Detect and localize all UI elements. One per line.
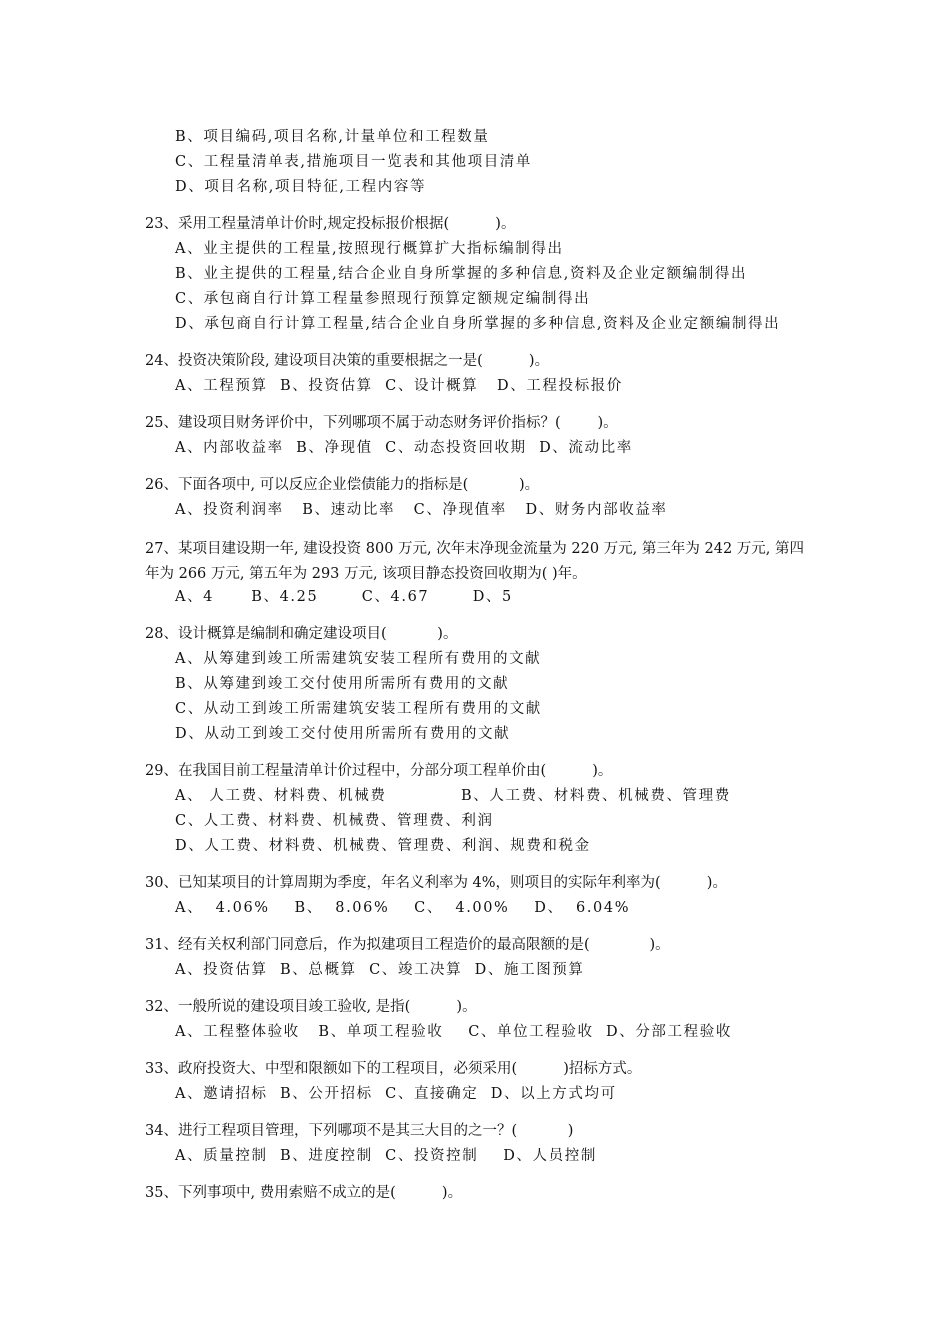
answer-options: C、人工费、材料费、机械费、管理费、利润: [175, 813, 494, 829]
question-stem: 34、进行工程项目管理，下列哪项不是其三大目的之一？( ): [145, 1123, 574, 1139]
answer-options: D、项目名称,项目特征,工程内容等: [175, 179, 427, 195]
question-stem: 28、设计概算是编制和确定建设项目( )。: [145, 626, 458, 642]
answer-options: A、投资估算 B、总概算 C、竣工决算 D、施工图预算: [175, 962, 585, 978]
answer-options: A、工程整体验收 B、单项工程验收 C、单位工程验收 D、分部工程验收: [175, 1024, 732, 1040]
question-stem: 29、在我国目前工程量清单计价过程中，分部分项工程单价由( )。: [145, 763, 613, 779]
answer-options: A、 人工费、材料费、机械费 B、人工费、材料费、机械费、管理费: [175, 788, 731, 804]
question-stem: 32、一般所说的建设项目竣工验收, 是指( )。: [145, 999, 477, 1015]
answer-options: B、项目编码,项目名称,计量单位和工程数量: [175, 129, 490, 145]
question-stem: 23、采用工程量清单计价时,规定投标报价根据( )。: [145, 216, 516, 232]
answer-options: A、4 B、4.25 C、4.67 D、5: [175, 589, 513, 605]
question-stem: 33、政府投资大、中型和限额如下的工程项目，必须采用( )招标方式。: [145, 1061, 642, 1077]
answer-options: A、从筹建到竣工所需建筑安装工程所有费用的文献: [175, 651, 542, 667]
answer-options: D、人工费、材料费、机械费、管理费、利润、规费和税金: [175, 838, 591, 854]
question-stem: 35、下列事项中, 费用索赔不成立的是( )。: [145, 1185, 463, 1201]
answer-options: C、承包商自行计算工程量参照现行预算定额规定编制得出: [175, 291, 591, 307]
answer-options: D、承包商自行计算工程量,结合企业自身所掌握的多种信息,资料及企业定额编制得出: [175, 316, 781, 332]
answer-options: A、工程预算 B、投资估算 C、设计概算 D、工程投标报价: [175, 378, 623, 394]
answer-options: A、 4.06% B、 8.06% C、 4.00% D、 6.04%: [175, 900, 631, 916]
answer-options: C、工程量清单表,措施项目一览表和其他项目清单: [175, 154, 533, 170]
answer-options: B、从筹建到竣工交付使用所需所有费用的文献: [175, 676, 510, 692]
question-27: 27、某项目建设期一年, 建设投资 800 万元, 次年末净现金流量为 220 万元, 第三年为 242 万元, 第四年为 266 万元, 第五年为 293 万元, 该项目静态投资回收期为( )年。: [145, 541, 805, 582]
answer-options: A、质量控制 B、进度控制 C、投资控制 D、人员控制: [175, 1148, 597, 1164]
question-stem: 25、建设项目财务评价中，下列哪项不属于动态财务评价指标？( )。: [145, 415, 618, 431]
question-stem: 24、投资决策阶段, 建设项目决策的重要根据之一是( )。: [145, 353, 550, 369]
answer-options: A、业主提供的工程量,按照现行概算扩大指标编制得出: [175, 241, 564, 257]
answer-options: D、从动工到竣工交付使用所需所有费用的文献: [175, 726, 511, 742]
answer-options: B、业主提供的工程量,结合企业自身所掌握的多种信息,资料及企业定额编制得出: [175, 266, 748, 282]
answer-options: C、从动工到竣工所需建筑安装工程所有费用的文献: [175, 701, 542, 717]
answer-options: A、内部收益率 B、净现值 C、动态投资回收期 D、流动比率: [175, 440, 633, 456]
answer-options: A、邀请招标 B、公开招标 C、直接确定 D、以上方式均可: [175, 1086, 617, 1102]
question-stem: 30、已知某项目的计算周期为季度，年名义利率为 4%，则项目的实际年利率为( )。: [145, 875, 727, 891]
answer-options: A、投资利润率 B、速动比率 C、净现值率 D、财务内部收益率: [175, 502, 668, 518]
question-stem: 26、下面各项中, 可以反应企业偿债能力的指标是( )。: [145, 477, 540, 493]
question-stem: 31、经有关权利部门同意后，作为拟建项目工程造价的最高限额的是( )。: [145, 937, 670, 953]
